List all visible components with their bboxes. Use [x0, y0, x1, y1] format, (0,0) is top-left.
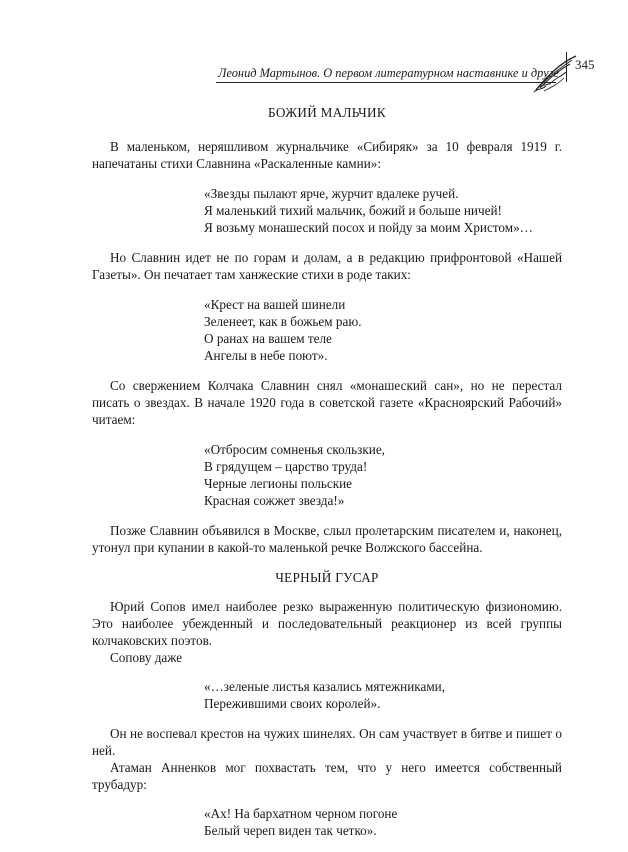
verse-line: Зеленеет, как в божьем раю. [204, 314, 362, 329]
verse-line: Пережившими своих королей». [204, 696, 381, 711]
verse-line: «…зеленые листья казались мятежниками, [204, 679, 446, 694]
paragraph: Сопову даже [110, 650, 183, 665]
verse-quote [92, 805, 562, 839]
paragraph: Но Славнин идет не по горам и долам, а в редакцию прифронтовой «Нашей Газеты». Он печатает там ханжеские стихи в роде таких: [92, 250, 562, 282]
page-number: 345 [575, 57, 595, 72]
paragraph: Атаман Анненков мог похвастать тем, что у него имеется собственный трубадур: [92, 760, 562, 792]
header-rule [216, 82, 556, 83]
verse-quote [92, 441, 562, 509]
verse-line: «Отбросим сомненья скользкие, [204, 442, 385, 457]
verse-line: Черные легионы польские [204, 476, 353, 491]
paragraph: Со свержением Колчака Славнин снял «монашеский сан», но не перестал писать о звездах. В начале 1920 года в советской газете «Красноярский Рабочий» читаем: [92, 378, 562, 427]
verse-quote [92, 185, 562, 236]
verse-line: В грядущем – царство труда! [204, 459, 368, 474]
page-number-rule [566, 52, 567, 82]
verse-line: «Ах! На бархатном черном погоне [204, 806, 398, 821]
section-title: ЧЕРНЫЙ ГУСАР [275, 570, 379, 585]
paragraph: В маленьком, неряшливом журнальчике «Сибиряк» за 10 февраля 1919 г. напечатаны стихи Славнина «Раскаленные камни»: [92, 139, 562, 171]
paragraph: Он не воспевал крестов на чужих шинелях. Он сам участвует в битве и пишет о ней. [92, 726, 562, 758]
running-title: Леонид Мартынов. О первом литературном наставнике и друге [218, 66, 559, 80]
section-title: БОЖИЙ МАЛЬЧИК [268, 105, 386, 120]
verse-line: Белый череп виден так четко». [204, 823, 377, 838]
feather-ornament-icon [532, 54, 578, 94]
paragraph: Позже Славнин объявился в Москве, слыл пролетарским писателем и, наконец, утонул при купании в какой-то маленькой речке Волжского бассейна. [92, 523, 562, 555]
verse-quote [92, 678, 562, 712]
verse-line: «Крест на вашей шинели [204, 297, 346, 312]
paragraph: Юрий Сопов имел наиболее резко выраженную политическую физиономию. Это наиболее убежденный и последовательный реакционер из всей группы колчаковских поэтов. [92, 599, 562, 648]
verse-line: Ангелы в небе поют». [204, 348, 328, 363]
verse-line: О ранах на вашем теле [204, 331, 332, 346]
verse-line: «Звезды пылают ярче, журчит вдалеке ручей. [204, 186, 459, 201]
verse-quote [92, 296, 562, 364]
verse-line: Я маленький тихий мальчик, божий и больше ничей! [204, 203, 502, 218]
page-body [92, 104, 562, 852]
running-header [216, 54, 576, 84]
verse-line: Я возьму монашеский посох и пойду за моим Христом»… [204, 220, 533, 235]
verse-line: Красная сожжет звезда!» [204, 493, 345, 508]
